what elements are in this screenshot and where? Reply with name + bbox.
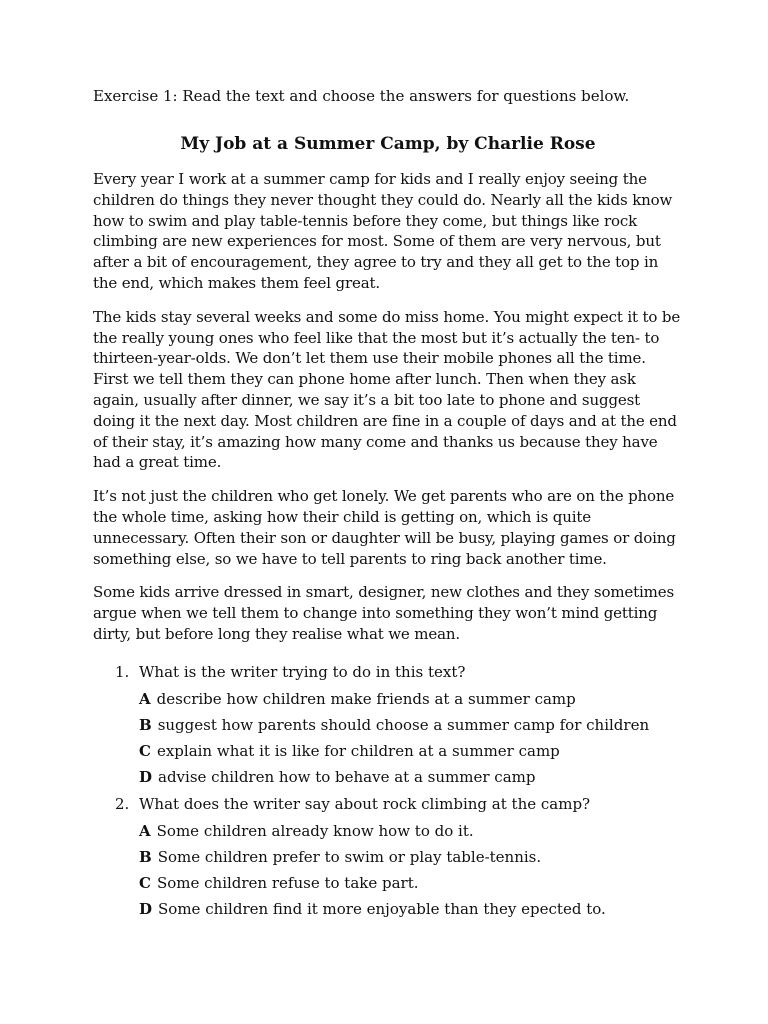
question-list: [93, 661, 683, 920]
answer-option-1c[interactable]: [139, 741, 683, 762]
answer-option-1d[interactable]: [139, 767, 683, 788]
option-text: explain what it is like for children at a summer camp: [156, 741, 560, 760]
answer-option-1a[interactable]: [139, 689, 683, 710]
option-text: Some children refuse to take part.: [156, 873, 419, 892]
question-2: [93, 793, 683, 920]
exercise-instruction: Exercise 1: Read the text and choose the answers for questions below.: [93, 87, 630, 105]
option-letter: D: [139, 899, 153, 918]
article-paragraph-3: It’s not just the children who get lonely. We get parents who are on the phone the whole time, asking how their child is getting on, which is quite unnecessary. Often their son or daughter will be busy, playing games or doing something else, so we have to tell parents to ring back another time.: [93, 487, 676, 568]
question-1: [93, 661, 683, 788]
answer-option-2d[interactable]: [139, 899, 683, 920]
option-letter: A: [139, 821, 151, 840]
article-paragraph-1: Every year I work at a summer camp for kids and I really enjoy seeing the children do things they never thought they could do. Nearly all the kids know how to swim and play table-tennis before they come, but things like rock climbing are new experiences for most. Some of them are very nervous, but after a bit of encouragement, they agree to try and they all get to the top in the end, which makes them feel great.: [93, 170, 673, 292]
article-paragraph-2: The kids stay several weeks and some do miss home. You might expect it to be the really young ones who feel like that the most but it’s actually the ten- to thirteen-year-olds. We don’t let them use their mobile phones all the time. First we tell them they can phone home after lunch. Then when they ask again, usually after dinner, we say it’s a bit too late to phone and suggest doing it the next day. Most children are fine in a couple of days and at the end of their stay, it’s amazing how many come and thanks us because they have had a great time.: [93, 307, 681, 472]
answer-option-2b[interactable]: [139, 847, 683, 868]
option-letter: A: [139, 689, 151, 708]
option-text: Some children find it more enjoyable than they epected to.: [158, 899, 606, 918]
question-number: 1.: [115, 662, 130, 681]
answer-option-2a[interactable]: [139, 821, 683, 842]
answer-option-1b[interactable]: [139, 715, 683, 736]
option-letter: C: [139, 873, 151, 892]
option-letter: D: [139, 767, 153, 786]
article-paragraph-4: Some kids arrive dressed in smart, designer, new clothes and they sometimes argue when we tell them to change into something they won’t mind getting dirty, but before long they realise what we mean.: [93, 583, 675, 643]
option-text: advise children how to behave at a summer camp: [158, 767, 536, 786]
option-text: Some children already know how to do it.: [156, 821, 474, 840]
option-text: Some children prefer to swim or play table-tennis.: [157, 847, 542, 866]
question-text: What does the writer say about rock climbing at the camp?: [139, 794, 591, 813]
answer-option-2c[interactable]: [139, 873, 683, 894]
document-page: [93, 86, 683, 925]
option-text: describe how children make friends at a summer camp: [156, 689, 576, 708]
article-title: My Job at a Summer Camp, by Charlie Rose: [180, 134, 596, 154]
option-letter: B: [139, 715, 152, 734]
option-text: suggest how parents should choose a summer camp for children: [157, 715, 650, 734]
question-text: What is the writer trying to do in this text?: [139, 662, 466, 681]
option-letter: C: [139, 741, 151, 760]
option-letter: B: [139, 847, 152, 866]
question-number: 2.: [115, 794, 130, 813]
